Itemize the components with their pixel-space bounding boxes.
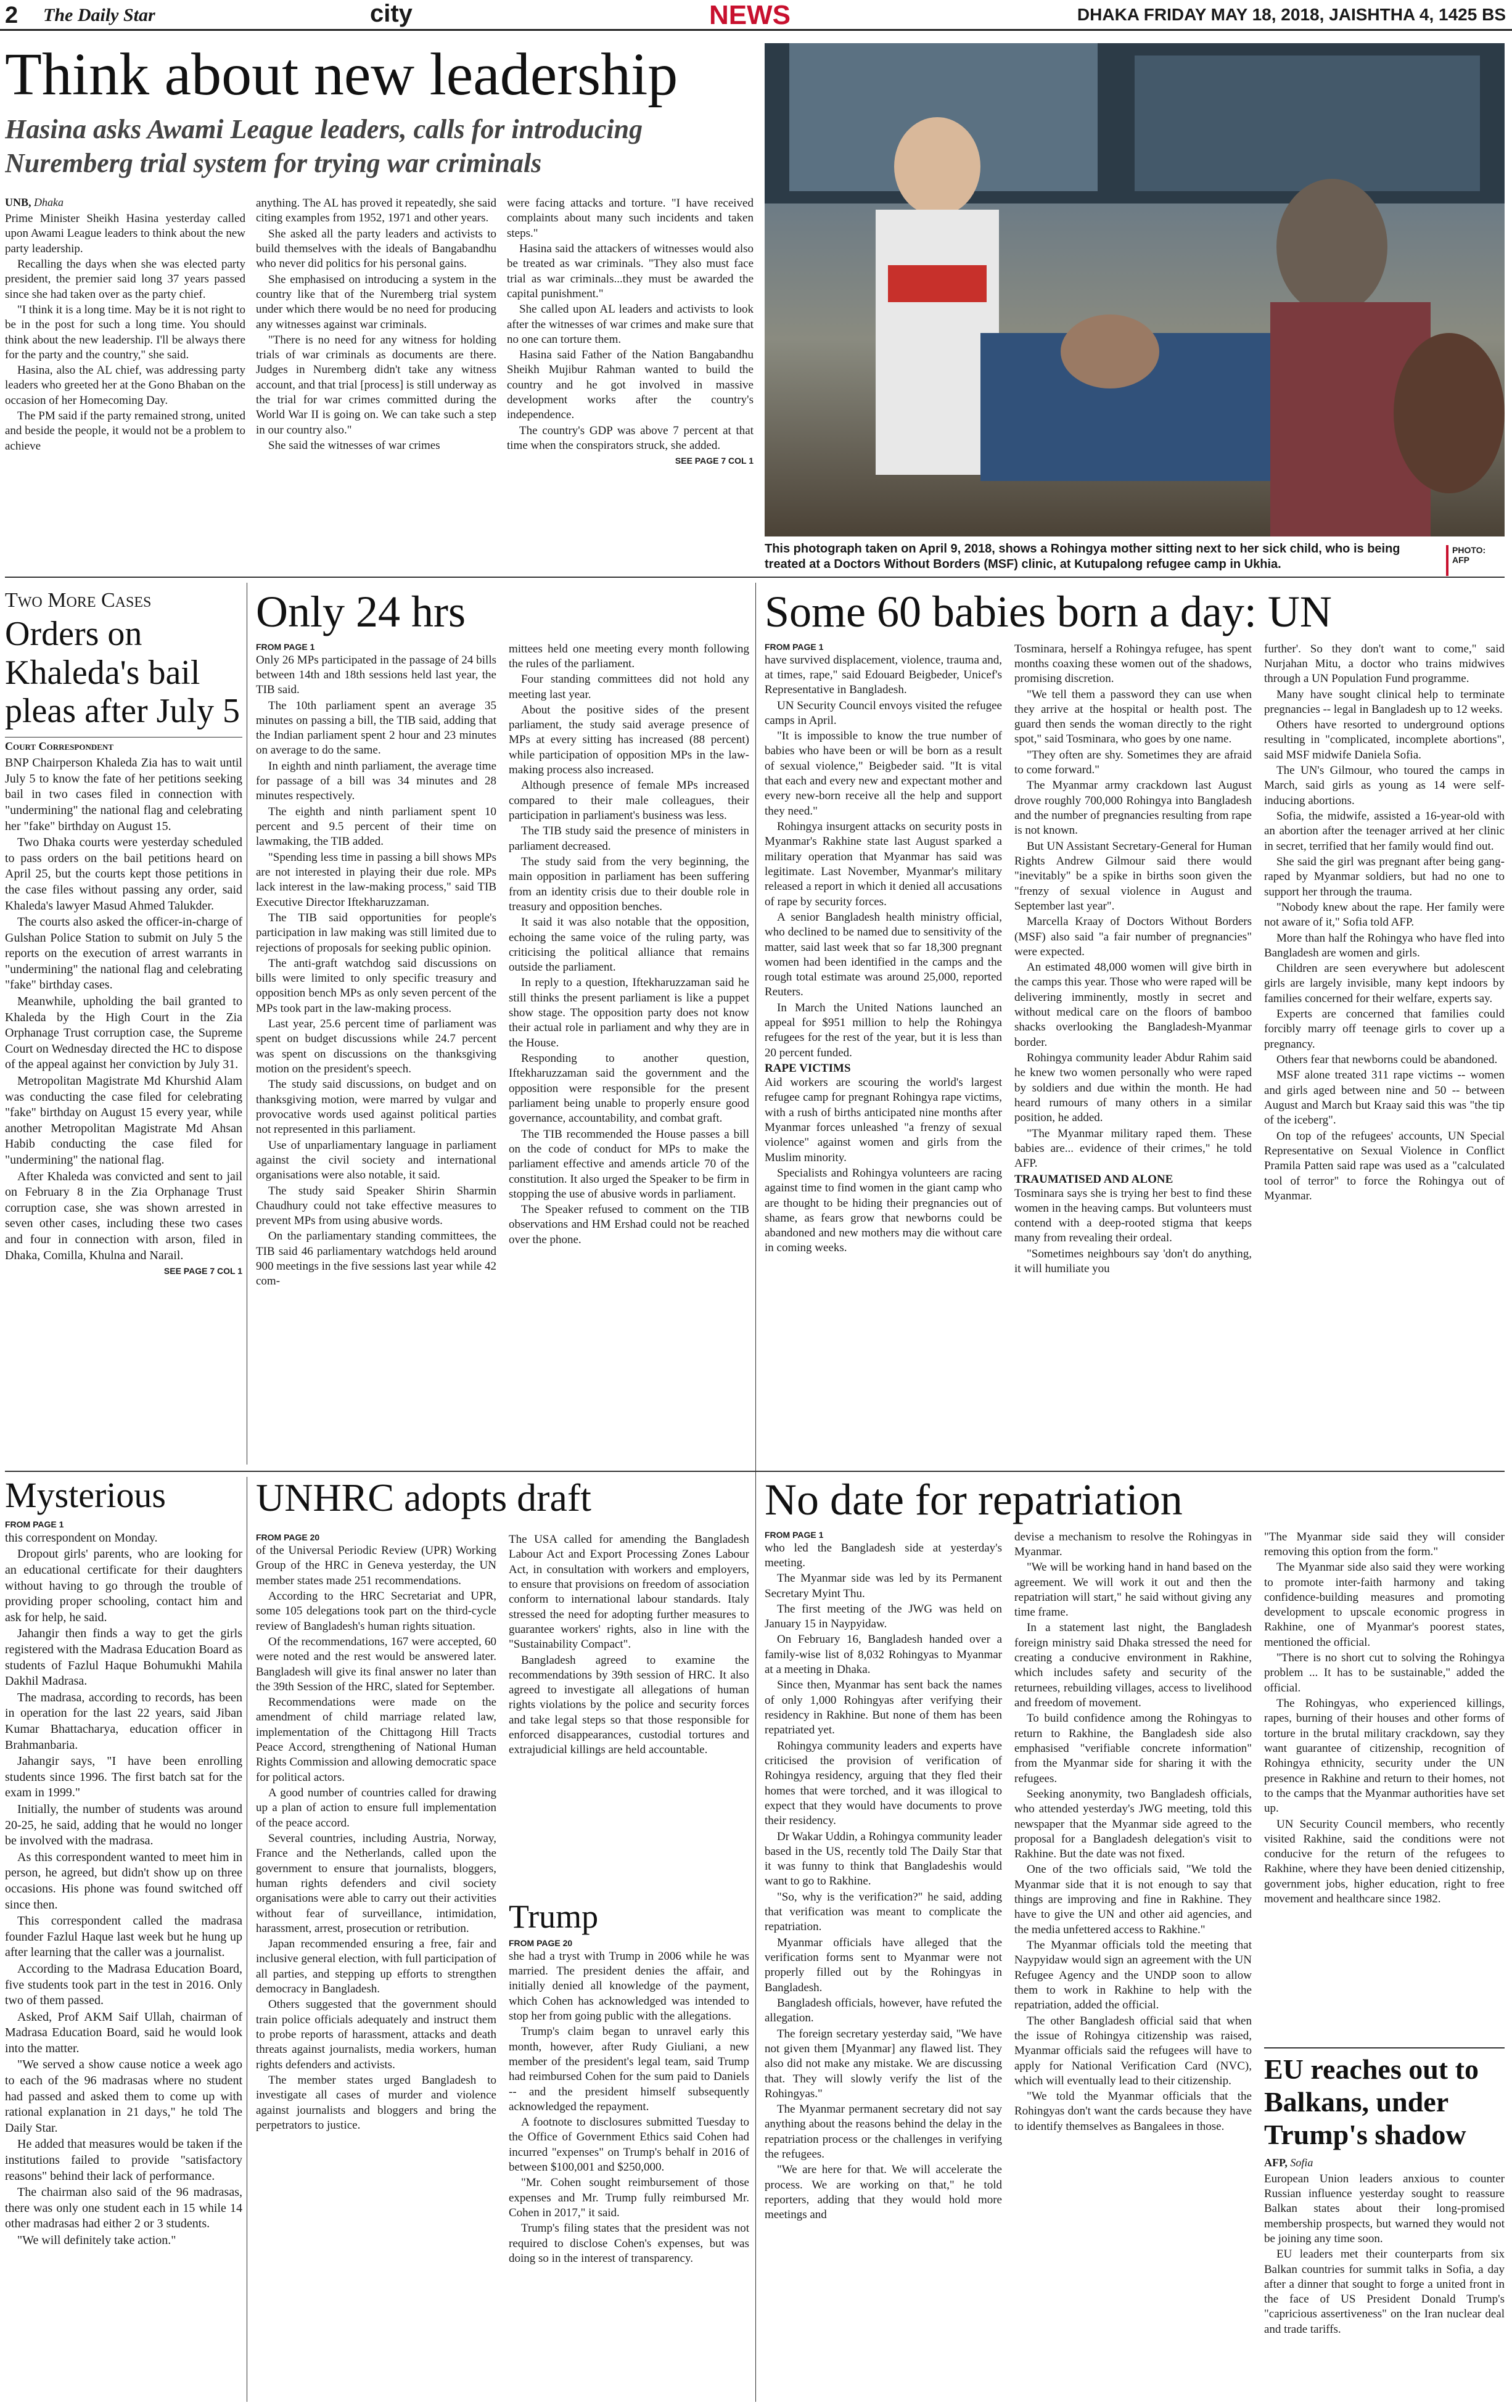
paragraph: Only 26 MPs participated in the passage of 24 bills between 14th and 18th sessions held last year, the TIB said.	[256, 653, 496, 697]
paragraph: Many have sought clinical help to terminate pregnancies -- legal in Bangladesh up to 12 weeks.	[1264, 688, 1505, 716]
paragraph: who led the Bangladesh side at yesterday's meeting.	[765, 1541, 1002, 1569]
paragraph: The PM said if the party remained strong, united and beside the people, it would not be a problem to achieve	[5, 409, 245, 453]
paragraph: she had a tryst with Trump in 2006 while he was married. The president denies the affair, and initially denied all knowledge of the payment, which Cohen has acknowledged was intended to stop her from going public with the allegations.	[509, 1949, 749, 2023]
unhrc-col-2	[509, 1532, 749, 1890]
paragraph: The UN's Gilmour, who toured the camps in March, said girls as young as 14 were self-inducing abortions.	[1264, 764, 1505, 807]
unhrc-col-1	[256, 1532, 496, 2402]
paragraph: On the parliamentary standing committees, the TIB said 46 parliamentary watchdogs held around 900 meetings in the five sessions last year while 42 com-	[256, 1230, 496, 1288]
paragraph: Last year, 25.6 percent time of parliament was spent on budget discussions while 24.7 percent was spent on discussions on the thanksgiving motion on the president's speech.	[256, 1017, 496, 1076]
paragraph: Responding to another question, Iftekharuzzaman said the government and the opposition were responsible for the present parliament being unable to properly ensure good governance, accountability, and combat graft.	[509, 1052, 749, 1125]
paragraph: Jahangir says, "I have been enrolling students since 1996. The first batch sat for the exam in 1999."	[5, 1754, 242, 1800]
subhead: TRAUMATISED AND ALONE	[1014, 1172, 1173, 1186]
paragraph: The Myanmar army crackdown last August drove roughly 700,000 Rohingya into Bangladesh and the number of pregnancies resulting from rape is not known.	[1014, 779, 1252, 837]
paragraph: Since then, Myanmar has sent back the names of only 1,000 Rohingyas after verifying their residency in Rakhine. But none of them has been repatriated yet.	[765, 1679, 1002, 1737]
babies-text	[765, 1075, 1002, 1256]
babies-text	[1264, 642, 1505, 1204]
paragraph: As this correspondent wanted to meet him in person, he agreed, but didn't show up on three occasions. His phone was found switched off since then.	[5, 1850, 242, 1912]
section-news: NEWS	[709, 0, 791, 30]
paragraph: This correspondent called the madrasa founder Fazlul Haque last week but he hung up after learning that the caller was a journalist.	[5, 1914, 242, 1960]
paragraph: "There is no short cut to solving the Rohingya problem ... It has to be sustainable," added the official.	[1264, 1651, 1505, 1695]
section-city: city	[370, 0, 413, 27]
paragraph: More than half the Rohingya who have fled into Bangladesh are women and girls.	[1264, 931, 1505, 960]
paragraph: A good number of countries called for drawing up a plan of action to ensure full implementation of the peace accord.	[256, 1786, 496, 1830]
paragraph: The study said Speaker Shirin Sharmin Chaudhury could not take effective measures to prevent MPs from using abusive words.	[256, 1184, 496, 1228]
lead-headline: Think about new leadership	[5, 43, 678, 108]
paragraph: The TIB said opportunities for people's participation in law making was still limited due to rejections of proposals for seeking public opinion.	[256, 911, 496, 955]
babies-text	[1014, 642, 1252, 1172]
khaleda-text	[5, 755, 242, 1264]
paragraph: Seeking anonymity, two Bangladesh officials, who attended yesterday's JWG meeting, told this newspaper that the Myanmar side agreed to the proposal for a Bangladesh delegation's visit to Rakhine. But the date was not fixed.	[1014, 1787, 1252, 1861]
paragraph: Meanwhile, upholding the bail granted to Khaleda by the High Court in the Zia Orphanage Trust corruption case, the Supreme Court on Wednesday directed the HC to dispose of the appeal against her conviction by July 31.	[5, 995, 242, 1072]
paragraph: devise a mechanism to resolve the Rohingyas in Myanmar.	[1014, 1530, 1252, 1558]
paragraph: Dropout girls' parents, who are looking for an educational certificate for their daughters without having to go through the trouble of providing proper schooling, contact him and ask for help, he said.	[5, 1547, 242, 1624]
paragraph: Jahangir then finds a way to get the girls registered with the Madrasa Education Board as students of Fazlul Haque Bohumukhi Mahila Dakhil Madrasa.	[5, 1627, 242, 1688]
paragraph: The first meeting of the JWG was held on January 15 in Naypyidaw.	[765, 1602, 1002, 1631]
paragraph: "We told the Myanmar officials that the Rohingyas don't want the cards because they have to identify themselves as Bangalees in those.	[1014, 2090, 1252, 2133]
paragraph: further'. So they don't want to come," said Nurjahan Mitu, a doctor who trains midwives through a UN Population Fund programme.	[1264, 642, 1505, 686]
paragraph: The Myanmar officials told the meeting that Naypyidaw would sign an agreement with the UN Refugee Agency and the UNDP soon to allow them to work in Rakhine to help with the repatriation, added the official.	[1014, 1939, 1252, 2012]
unhrc-text	[509, 1532, 749, 1758]
byline-place: Dhaka	[34, 196, 64, 208]
paragraph: "So, why is the verification?" he said, adding that verification was meant to complicate the repatriation.	[765, 1890, 1002, 1934]
babies-text	[1014, 1186, 1252, 1277]
khaleda-story	[5, 589, 242, 1465]
paragraph: She asked all the party leaders and activists to build themselves with the ideals of Bangabandhu who never did politics for his personal gains.	[256, 227, 496, 271]
paragraph: "We tell them a password they can use when they arrive at the hospital or health post. The guard then sends the woman directly to the right spot," said Tosminara, who goes by one name.	[1014, 688, 1252, 746]
paragraph: "We served a show cause notice a week ago to each of the 96 madrasas where no student had passed and asked them to come up with rational explanation in 21 days," he told The Daily Star.	[5, 2058, 242, 2135]
paragraph: Use of unparliamentary language in parliament against the civil society and international organisations were also notable, it said.	[256, 1138, 496, 1182]
repatriation-text	[765, 1541, 1002, 2223]
paragraph: Asked, Prof AKM Saif Ullah, chairman of Madrasa Education Board, said he would look into the matter.	[5, 2010, 242, 2055]
paragraph: mittees held one meeting every month following the rules of the parliament.	[509, 642, 749, 670]
paragraph: "They often are shy. Sometimes they are afraid to come forward."	[1014, 748, 1252, 777]
only24-headline: Only 24 hrs	[256, 589, 466, 636]
paragraph: In eighth and ninth parliament, the average time for passage of a bill was 34 minutes and 28 minutes respectively.	[256, 759, 496, 803]
mysterious-story	[5, 1477, 242, 2402]
paragraph: Trump's claim began to unravel early this month, however, after Rudy Giuliani, a new member of the president's legal team, said Trump had reimbursed Cohen for the sum paid to Daniels -- and the president himself subsequently acknowledged the repayment.	[509, 2025, 749, 2113]
mysterious-headline: Mysterious	[5, 1477, 166, 1515]
paragraph: "We will be working hand in hand based on the agreement. We will work it out and then the repatriation will start," he said without giving any time frame.	[1014, 1561, 1252, 1619]
divider	[755, 583, 756, 2402]
eu-text	[1264, 2172, 1505, 2337]
paragraph: The TIB recommended the House passes a bill on the code of conduct for MPs to make the parliament effective and amends article 70 of the constitution. It also urged the Speaker to be firm in stopping the use of abusive words in parliament.	[509, 1127, 749, 1201]
from-page: FROM PAGE 20	[256, 1532, 320, 1542]
photo-credit-label: PHOTO:	[1452, 545, 1486, 555]
paragraph: The courts also asked the officer-in-charge of Gulshan Police Station to submit on July 5 the reports on the execution of arrest warrants in "undermining" the national flag and celebrating "fake" birthday cases.	[5, 915, 242, 992]
dateline: DHAKA FRIDAY MAY 18, 2018, JAISHTHA 4, 1425 BS	[1077, 5, 1506, 24]
paragraph: Dr Wakar Uddin, a Rohingya community leader based in the US, recently told The Daily Star that it was funny to think that Bangladeshis would want to go to Rakhine.	[765, 1830, 1002, 1888]
see-page: SEE PAGE 7 COL 1	[163, 1266, 242, 1276]
paragraph: The other Bangladesh official said that when the issue of Rohingya citizenship was raised, Myanmar officials said the refugees will have to apply for National Verification Card (NVC), which will eventually lead to their citizenship.	[1014, 2014, 1252, 2087]
lead-deck-box	[5, 112, 757, 186]
babies-story	[765, 589, 1505, 1465]
paragraph: The 10th parliament spent an average 35 minutes on passing a bill, the TIB said, adding that the Indian parliament spent 2 hour and 23 minutes on average to do the same.	[256, 699, 496, 757]
paragraph: Myanmar officials have alleged that the verification forms sent to Myanmar were not properly filled out by the Rohingyas in Bangladesh.	[765, 1936, 1002, 1994]
photo-illustration	[765, 43, 1505, 536]
eu-byline	[1264, 2156, 1505, 2169]
paragraph: "The Myanmar side said they will consider removing this option from the form."	[1264, 1530, 1505, 1558]
paragraph: The anti-graft watchdog said discussions on bills were limited to only specific treasury and opposition bench MPs as only seven percent of the MPs took part in the law-making process.	[256, 956, 496, 1015]
paragraph: Several countries, including Austria, Norway, France and the Netherlands, called upon the government to ensure that journalists, bloggers, human rights defenders and civil society organisations were able to carry out their activities without fear of surveillance, intimidation, harassment, arrest, prosecution or retribution.	[256, 1831, 496, 1935]
paragraph: "It is impossible to know the true number of babies who have been or will be born as a result of sexual violence," Beigbeder said. "It is vital that each and every new and expectant mother and every new-born receive all the help and support they need."	[765, 729, 1002, 818]
lead-byline	[5, 196, 245, 209]
paragraph: One of the two officials said, "We told the Myanmar side that it is not enough to say that things are improving and fine in Rakhine. They have to give the UN and other aid agencies, and the media unfettered access to Rakhine."	[1014, 1863, 1252, 1936]
paragraph: "Nobody knew about the rape. Her family were not aware of it," Sofia told AFP.	[1264, 900, 1505, 929]
paragraph: Prime Minister Sheikh Hasina yesterday called upon Awami League leaders to think about the new party leadership.	[5, 212, 245, 255]
brand-logo: The Daily Star	[43, 5, 155, 25]
trump-story	[509, 1899, 749, 2402]
lead-deck: Hasina asks Awami League leaders, calls for introducing Nuremberg trial system for trying war criminals	[5, 114, 643, 178]
paragraph: The TIB study said the presence of ministers in parliament decreased.	[509, 824, 749, 853]
paragraph: The member states urged Bangladesh to investigate all cases of murder and violence against journalists and bloggers and bring the perpetrators to justice.	[256, 2073, 496, 2132]
paragraph: A footnote to disclosures submitted Tuesday to the Office of Government Ethics said Cohen had incurred "expenses" on Trump's behalf in 2016 of between $100,001 and $250,000.	[509, 2116, 749, 2174]
only24-story	[256, 589, 749, 1465]
paragraph: In March the United Nations launched an appeal for $951 million to help the Rohingya refugees for the rest of the year, but it is less than 20 percent funded.	[765, 1001, 1002, 1059]
paragraph: European Union leaders anxious to counter Russian influence yesterday sought to reassure Balkan states about their long-promised membership prospects, but warned they would not be joining any time soon.	[1264, 2172, 1505, 2245]
paragraph: have survived displacement, violence, trauma and, at times, rape," said Edouard Beigbeder, Unicef's Representative in Bangladesh.	[765, 653, 1002, 697]
from-page: FROM PAGE 20	[509, 1937, 573, 1948]
paragraph: Experts are concerned that families could forcibly marry off teenage girls to cover up a pregnancy.	[1264, 1008, 1505, 1051]
paragraph: Bangladesh officials, however, have refuted the allegation.	[765, 1996, 1002, 2025]
from-page: FROM PAGE 1	[765, 1529, 824, 1540]
paragraph: The country's GDP was above 7 percent at that time when the conspirators struck, she added.	[507, 424, 754, 452]
babies-text	[765, 653, 1002, 1061]
paragraph: Tosminara says she is trying her best to find these women in the heaving camps. But volunteers must contend with a deep-rooted stigma that keeps many from revealing their ordeal.	[1014, 1186, 1252, 1245]
only24-text	[256, 653, 496, 1289]
paragraph: After Khaleda was convicted and sent to jail on February 8 in the Zia Orphanage Trust corruption case, she was shown arrested in seven other cases, including these two cases and four in connection with arson, filed in Dhaka, Comilla, Khulna and Narail.	[5, 1169, 242, 1262]
paragraph: "Sometimes neighbours say 'don't do anything, it will humiliate you	[1014, 1247, 1252, 1276]
masthead	[0, 0, 1512, 31]
paragraph: She called upon AL leaders and activists to look after the witnesses of war crimes and make sure that no one can torture them.	[507, 303, 754, 346]
paragraph: Others have resorted to underground options resulting in "complicated, incomplete abortions", said MSF midwife Daniela Sofia.	[1264, 718, 1505, 762]
paragraph: The Myanmar permanent secretary did not say anything about the reasons behind the delay in the repatriation process or the challenges in verifying the refugees.	[765, 2103, 1002, 2161]
byline-place: Sofia	[1290, 2156, 1313, 2169]
paragraph: In a statement last night, the Bangladesh foreign ministry said Dhaka stressed the need for creating a conducive environment in Rakhine, which includes safety and security of the returnees, rebuilding villages, access to livelihood and freedom of movement.	[1014, 1621, 1252, 1710]
paragraph: "The Myanmar military raped them. These babies are... evidence of their crimes," he told AFP.	[1014, 1127, 1252, 1170]
paragraph: Tosminara, herself a Rohingya refugee, has spent months coaxing these women out of the shadows, promising discretion.	[1014, 642, 1252, 686]
divider	[5, 1471, 1505, 1472]
paragraph: Hasina, also the AL chief, was addressing party leaders who greeted her at the Gono Bhaban on the occasion of her Homecoming Day.	[5, 364, 245, 407]
paragraph: The Myanmar side also said they were working to promote inter-faith harmony and taking confidence-building measures and promoting development to upscale economic progress in Rakhine, one of Myanmar's poorest states, mentioned the official.	[1264, 1561, 1505, 1649]
paragraph: Aid workers are scouring the world's largest refugee camp for pregnant Rohingya rape victims, with a rush of births anticipated nine months after Myanmar forces unleashed "a frenzy of sexual violence" against women and girls from the Muslim minority.	[765, 1076, 1002, 1164]
paragraph: According to the Madrasa Education Board, five students took part in the test in 2016. Only two of them passed.	[5, 1962, 242, 2008]
paragraph: To build confidence among the Rohingyas to return to Rakhine, the Bangladesh side also emphasised "verifiable concrete information" from the Myanmar side for sharing it with the refugees.	[1014, 1712, 1252, 1785]
paragraph: Hasina said the attackers of witnesses would also be treated as war criminals. "They also must face trial as war criminals...they must be awarded the capital punishment."	[507, 242, 754, 300]
mysterious-text	[5, 1531, 242, 2249]
paragraph: But UN Assistant Secretary-General for Human Rights Andrew Gilmour said there would "inevitably" be a spike in births soon given the "frenzy of sexual violence in August and September last year".	[1014, 839, 1252, 913]
paragraph: About the positive sides of the present parliament, the study said average presence of MPs at every sitting has increased (88 percent) while participation of opposition MPs in the law-making process also increased.	[509, 703, 749, 777]
paragraph: Others fear that newborns could be abandoned.	[1276, 1053, 1498, 1067]
paragraph: Recommendations were made on the amendment of child marriage related law, implementation of the Chittagong Hill Tracts Peace Accord, strengthening of National Human Rights Commission and allowing democratic space for political actors.	[256, 1696, 496, 1784]
only24-text	[509, 642, 749, 1248]
paragraph: Specialists and Rohingya volunteers are racing against time to find women in the giant camp who are thought to be hiding their pregnancies out of shame, as fears grow that newborns could be abandoned and new mothers may die without care in coming weeks.	[765, 1166, 1002, 1255]
lead-text	[507, 196, 754, 453]
paragraph: Rohingya community leader Abdur Rahim said he knew two women personally who were raped by soldiers and due within the month. He had heard rumours of many others in a similar position, he added.	[1014, 1051, 1252, 1125]
paragraph: Children are seen everywhere but adolescent girls are largely invisible, many kept indoors by families concerned for their welfare, experts say.	[1264, 962, 1505, 1005]
paragraph: Rohingya community leaders and experts have criticised the provision of verification of Rohingya residency, arguing that they fled their homes that were torched, and it was illogical to expect that they would have documents to prove their residency.	[765, 1739, 1002, 1828]
paragraph: According to the HRC Secretariat and UPR, some 105 delegations took part on the third-cycle review of Bangladesh's human rights situation.	[256, 1589, 496, 1633]
paragraph: Japan recommended ensuring a free, fair and inclusive general election, with full participation of all parties, and stepping up efforts to strengthen democracy in Bangladesh.	[256, 1937, 496, 1996]
lead-text	[5, 212, 245, 454]
paragraph: Sofia, the midwife, assisted a 16-year-old with an abortion after the teenager arrived at her clinic in secret, terrified that her family would find out.	[1264, 810, 1505, 853]
paragraph: Bangladesh agreed to examine the recommendations by 39th session of HRC. It also agreed to investigate all allegations of human rights violations by the police and security forces and take legal steps so that those responsible for enforced disappearances, custodial tortures and extrajudicial killings are held accountable.	[509, 1653, 749, 1757]
paragraph: Two Dhaka courts were yesterday scheduled to pass orders on the bail petitions heard on April 25, but the courts kept those petitions in the case files without passing any order, said Khaleda's lawyer Masud Ahmed Talukder.	[5, 836, 242, 913]
paragraph: She emphasised on introducing a system in the country like that of the Nuremberg trial system under which there would be no need for producing any witnesses against war criminals.	[256, 273, 496, 331]
paragraph: were facing attacks and torture. "I have received complaints about many such incidents and taken steps."	[507, 197, 754, 240]
paragraph: The study said from the very beginning, the main opposition in parliament has been suffering from an identity crisis due to their double role in treasury and opposition benches.	[509, 855, 749, 913]
byline-source: AFP,	[1264, 2156, 1288, 2169]
repatriation-headline: No date for repatriation	[765, 1477, 1183, 1524]
photo-caption-box	[765, 541, 1437, 578]
paragraph: Of the recommendations, 167 were accepted, 60 were noted and the rest would be answered later. Bangladesh will give its final answer no later than the 39th Session of the HRC, slated for September.	[256, 1635, 496, 1693]
paragraph: Others suggested that the government should train police officials adequately and instruct them to probe reports of harassment, attacks and death threats against journalists, media workers, human rights defenders and activists.	[256, 1998, 496, 2071]
lead-text	[256, 196, 496, 453]
paragraph: She said the girl was pregnant after being gang-raped by Myanmar soldiers, but had no one to support her through the trauma.	[1264, 855, 1505, 898]
paragraph: The foreign secretary yesterday said, "We have not given them [Myanmar] any flawed list. They also did not make any mistake. We are discussing that. They will slowly verify the list of the Rohingyas."	[765, 2027, 1002, 2100]
paragraph: It said it was also notable that the opposition, echoing the same voice of the ruling party, was criticising the political alliance that remains outside the parliament.	[509, 916, 749, 974]
divider	[5, 577, 1505, 578]
paragraph: On top of the refugees' accounts, UN Special Representative on Sexual Violence in Conflict Pramila Patten said rape was used as a "calculated tool of terror" to force the Rohingya out of Myanmar.	[1264, 1129, 1505, 1202]
paragraph: The madrasa, according to records, has been in operation for the last 22 years, said Jiban Kumar Bhattacharya, education officer in Brahmanbaria.	[5, 1690, 242, 1752]
repatriation-text	[1014, 1530, 1252, 2135]
babies-headline: Some 60 babies born a day: UN	[765, 589, 1332, 636]
paragraph: The study said discussions, on budget and on thanksgiving motion, were marred by vulgar and provocative words used against political parties not represented in this parliament.	[256, 1078, 496, 1136]
paragraph: BNP Chairperson Khaleda Zia has to wait until July 5 to know the fate of her petitions seeking bail in two cases filed in connection with "undermining" the national flag and celebrating her "fake" birthday on August 15.	[5, 756, 242, 833]
trump-headline: Trump	[509, 1899, 599, 1935]
khaleda-headline: Orders on Khaleda's bail pleas after July 5	[5, 615, 240, 731]
subhead: RAPE VICTIMS	[765, 1062, 851, 1075]
paragraph: "Mr. Cohen sought reimbursement of those expenses and Mr. Trump fully reimbursed Mr. Cohen in 2017," it said.	[509, 2176, 749, 2219]
paragraph: The Rohingyas, who experienced killings, rapes, burning of their houses and other forms of torture in the brutal military crackdown, say they want guarantee of citizenship, recognition of Rohingya ethnicity, security under the UN presence in Rakhine and return to their homes, not to the camps that the Myanmar authorities have set up.	[1264, 1697, 1505, 1815]
paragraph: Marcella Kraay of Doctors Without Borders (MSF) also said "a fair number of pregnancies" were expected.	[1014, 915, 1252, 958]
paragraph: MSF alone treated 311 rape victims -- women and girls aged between nine and 50 -- between August and March but Kraay said this was "the tip of the iceberg".	[1264, 1069, 1505, 1127]
lead-col-3	[507, 196, 754, 566]
from-page: FROM PAGE 1	[256, 641, 315, 652]
eu-story	[1264, 2047, 1505, 2402]
paragraph: The Speaker refused to comment on the TIB observations and HM Ershad could not be reached over the phone.	[509, 1203, 749, 1246]
paragraph: "There is no need for any witness for holding trials of war criminals as documents are there. Judges in Nuremberg didn't take any witness account, and that trial [process] is still underway as the trial for war crimes committed during the World War II is going on. We can take such a step in our country also."	[256, 333, 496, 437]
from-page: FROM PAGE 1	[765, 641, 824, 652]
byline-source: UNB,	[5, 196, 31, 208]
paragraph: "We are here for that. We will accelerate the process. We are working on that," he told reporters, adding that they would hold more meetings and	[765, 2163, 1002, 2222]
paragraph: "We will definitely take action."	[17, 2233, 176, 2248]
paragraph: Rohingya insurgent attacks on security posts in Myanmar's Rakhine state last August sparked a military operation that Myanmar has said was legitimate. Last November, Myanmar's military released a report in which it denied all accusations of rape by security forces.	[765, 820, 1002, 908]
khaleda-byline: Court Correspondent	[5, 737, 242, 753]
paragraph: Hasina said Father of the Nation Bangabandhu Sheikh Mujibur Rahman wanted to build the country and he got involved in massive development works after the country's independence.	[507, 348, 754, 422]
paragraph: EU leaders met their counterparts from six Balkan countries for summit talks in Sofia, a day after a dinner that sought to forge a united front in the face of US President Donald Trump's "capricious assertiveness" on the Iran nuclear deal and trade tariffs.	[1264, 2248, 1505, 2336]
see-page: SEE PAGE 7 COL 1	[675, 456, 754, 466]
paragraph: The Myanmar side was led by its Permanent Secretary Myint Thu.	[765, 1572, 1002, 1600]
photo-caption: This photograph taken on April 9, 2018, shows a Rohingya mother sitting next to her sick child, who is being treated at a Doctors Without Borders (MSF) clinic, at Kutupalong refugee camp in Ukhia.	[765, 542, 1400, 571]
paragraph: Metropolitan Magistrate Md Khurshid Alam was conducting the case filed for celebrating "fake" birthday on August 15 every year, while another Metropolitan Magistrate Md Ahsan Habib conducting the case filed for "undermining" the national flag.	[5, 1074, 242, 1167]
photo-credit-source: AFP	[1452, 555, 1469, 565]
paragraph: An estimated 48,000 women will give birth in the camps this year. Those who were raped will be delivering imminently, mostly in secret and without medical care on the floors of bamboo shacks overlooking the Bangladesh-Myanmar border.	[1014, 961, 1252, 1049]
page-number: 2	[5, 2, 18, 28]
photo-credit	[1446, 545, 1508, 576]
paragraph: Trump's filing states that the president was not required to disclose Cohen's expenses, but was doing so in the interest of transparency.	[509, 2222, 749, 2265]
trump-text	[509, 1949, 749, 2267]
paragraph: On February 16, Bangladesh handed over a family-wise list of 8,032 Rohingyas to Myanmar at a meeting in Dhaka.	[765, 1633, 1002, 1677]
paragraph: She said the witnesses of war crimes	[268, 439, 440, 452]
paragraph: of the Universal Periodic Review (UPR) Working Group of the HRC in Geneva yesterday, the UN member states made 251 recommendations.	[256, 1544, 496, 1587]
from-page: FROM PAGE 1	[5, 1519, 64, 1529]
paragraph: A senior Bangladesh health ministry official, who declined to be named due to sensitivity of the matter, said last week that so far 18,300 pregnant women had been identified in the camps and the rough total estimate was around 25,000, reported Reuters.	[765, 910, 1002, 999]
paragraph: UN Security Council envoys visited the refugee camps in April.	[765, 699, 1002, 727]
khaleda-kicker: Two More Cases	[5, 589, 152, 612]
unhrc-text	[256, 1543, 496, 2133]
paragraph: UN Security Council members, who recently visited Rakhine, said the conditions were not conducive for the return of the refugees to Rakhine, where they have been denied citizenship, government jobs, higher education, right to free movement and healthcare since 1982.	[1264, 1817, 1505, 1906]
paragraph: Initially, the number of students was around 20-25, he said, adding that he would no longer be involved with the madrasa.	[5, 1802, 242, 1848]
paragraph: He added that measures would be taken if the institutions failed to provide "satisfactory reasons" behind their lack of performance.	[5, 2137, 242, 2183]
paragraph: Although presence of female MPs increased compared to their male colleagues, their participation in parliament's business was less.	[509, 779, 749, 823]
paragraph: "I think it is a long time. May be it is not right to be in the post for such a long time. You should think about the new leadership. I'll be always there for the party and the country," she said.	[5, 303, 245, 361]
paragraph: "Spending less time in passing a bill shows MPs are not interested in playing their due role. MPs lack interest in the law-making process," said TIB Executive Director Iftekharuzzaman.	[256, 850, 496, 909]
paragraph: In reply to a question, Iftekharuzzaman said he still thinks the present parliament is like a puppet show stage. The opposition party does not know their actual role in parliament and why they are in the House.	[509, 976, 749, 1050]
paragraph: this correspondent on Monday.	[5, 1531, 158, 1545]
paragraph: The USA called for amending the Bangladesh Labour Act and Export Processing Zones Labour Act, in consultation with workers and employers, to ensure that provisions on freedom of association conform to international labour standards. Italy stressed the need for adopting further measures to guarantee workers' rights, also in line with the "Sustainability Compact".	[509, 1533, 749, 1651]
repatriation-text	[1264, 1530, 1505, 1907]
eu-headline: EU reaches out to Balkans, under Trump's shadow	[1264, 2053, 1479, 2150]
lead-col-2	[256, 196, 496, 566]
paragraph: Four standing committees did not hold any meeting last year.	[509, 673, 749, 701]
unhrc-headline: UNHRC adopts draft	[256, 1477, 591, 1519]
paragraph: The chairman also said of the 96 madrasas, there was only one student each in 15 while 14 other madrasas had either 2 or 3 students.	[5, 2185, 242, 2231]
lead-col-1	[5, 196, 245, 566]
news-photo	[765, 43, 1505, 536]
paragraph: The eighth and ninth parliament spent 10 percent and 9.5 percent of their time on lawmaking, the TIB added.	[256, 805, 496, 849]
paragraph: Recalling the days when she was elected party president, the premier said long 37 years passed since she had taken over as the party chief.	[5, 257, 245, 301]
paragraph: anything. The AL has proved it repeatedly, she said citing examples from 1952, 1971 and other years.	[256, 197, 496, 225]
